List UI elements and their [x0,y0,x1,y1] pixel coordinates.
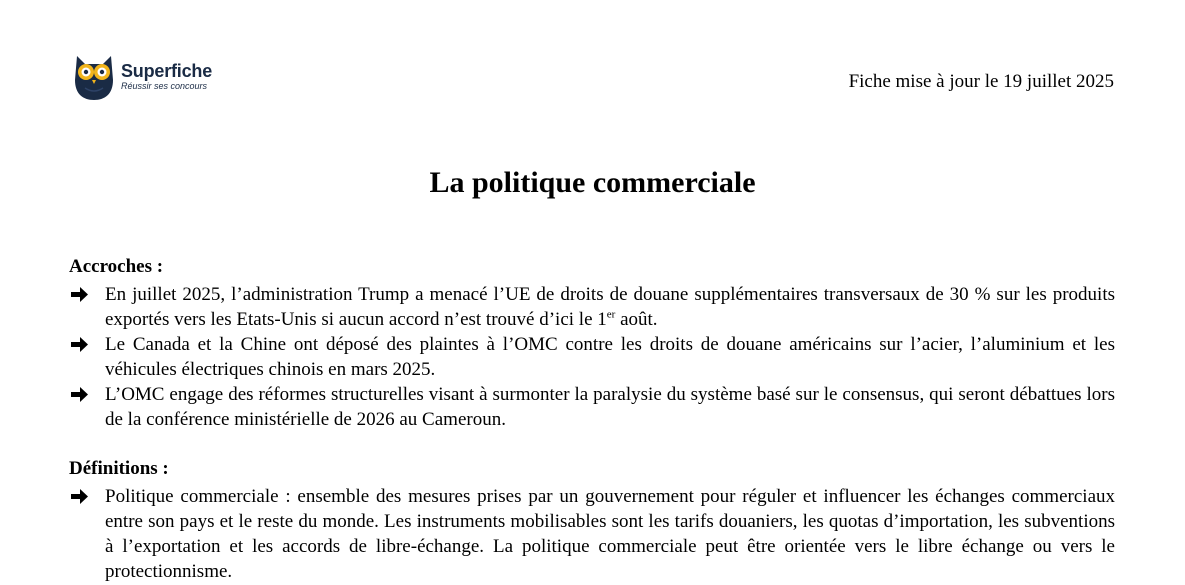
section-heading-accroches: Accroches : [69,256,164,277]
accroches-list [69,282,1115,432]
arrow-right-icon [69,282,91,307]
list-item-text: En juillet 2025, l’administration Trump a menacé l’UE de droits de douane supplémentaires transversaux de 30 % sur les produits exportés vers les Etats-Unis si aucun accord n’est trouvé d’ici le 1 [105,284,1115,330]
list-item [69,484,1115,584]
list-item-text-end: août. [615,309,658,330]
list-item [69,332,1115,382]
owl-logo-icon [71,50,117,102]
arrow-right-icon [69,382,91,407]
section-heading-definitions: Définitions : [69,458,169,479]
list-item-text: Le Canada et la Chine ont déposé des plaintes à l’OMC contre les droits de douane américains sur l’acier, l’aluminium et les véhicules électriques chinois en mars 2025. [105,334,1115,380]
arrow-right-icon [69,332,91,357]
ordinal-suffix: er [606,308,616,321]
update-date: Fiche mise à jour le 19 juillet 2025 [848,71,1114,92]
brand-tagline: Réussir ses concours [121,80,208,91]
list-item-text: Politique commerciale : ensemble des mesures prises par un gouvernement pour réguler et influencer les échanges commerciaux entre son pays et le reste du monde. Les instruments mobilisables sont les tarifs douaniers, les quotas d’importation, les subventions à l’exportation et les accords de libre-échange. La politique commerciale peut être orientée vers le libre échange ou vers le protectionnisme. [105,486,1115,582]
list-item [69,382,1115,432]
list-item [69,282,1115,332]
list-item-text: L’OMC engage des réformes structurelles visant à surmonter la paralysie du système basé sur le consensus, qui seront débattues lors de la conférence ministérielle de 2026 au Cameroun. [105,384,1115,430]
arrow-right-icon [69,484,91,509]
page-title: La politique commerciale [429,166,756,199]
brand-logo [71,50,212,102]
brand-name: Superfiche [121,60,213,81]
definitions-list [69,484,1115,584]
